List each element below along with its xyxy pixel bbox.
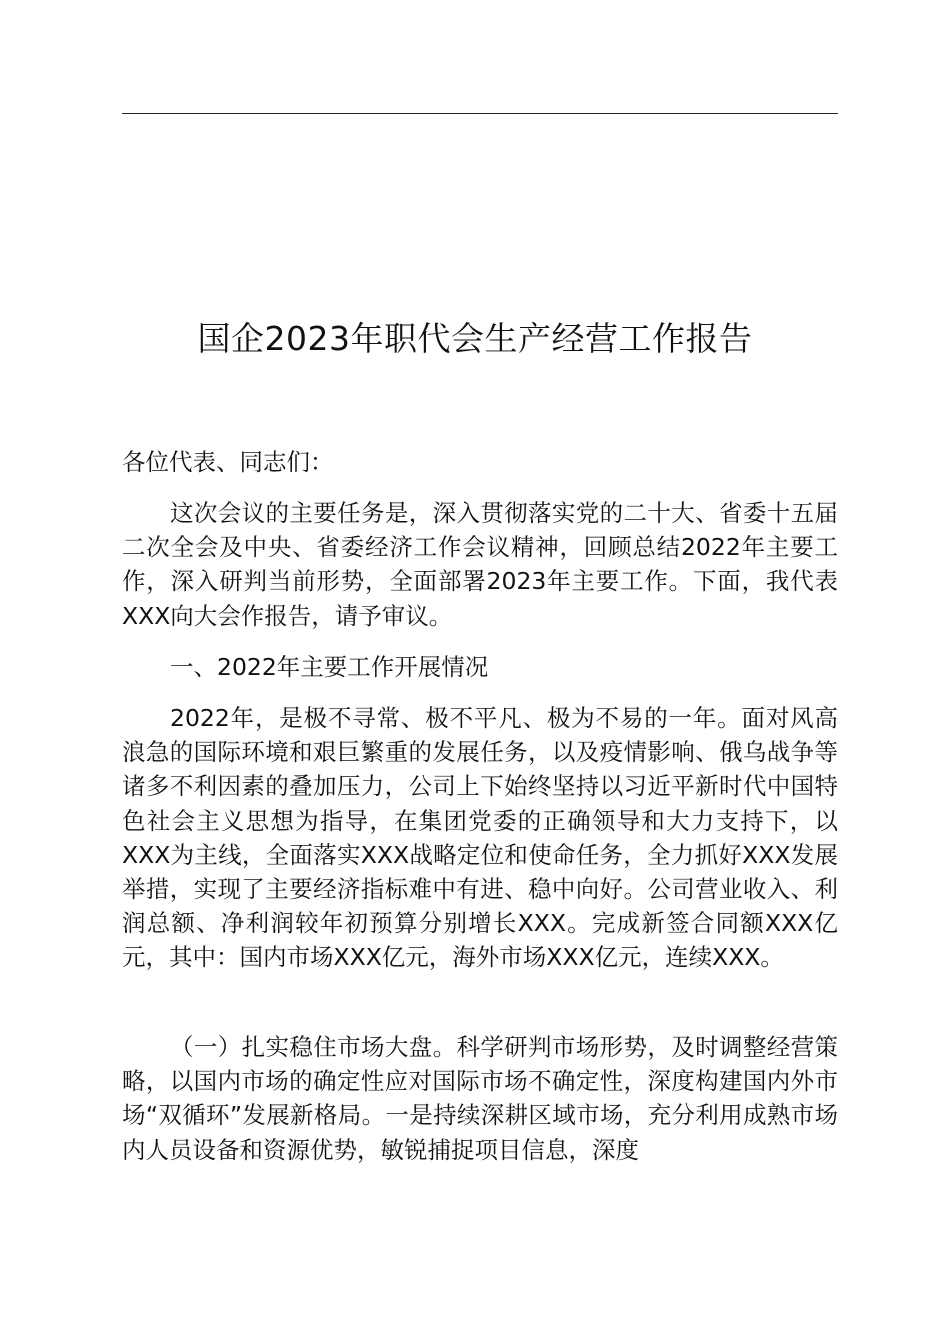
intro-paragraph: 这次会议的主要任务是，深入贯彻落实党的二十大、省委十五届二次全会及中央、省委经济工作会议精神，回顾总结2022年主要工作，深入研判当前形势，全面部署2023年主要工作。下面，我代表XXX向大会作报告，请予审议。 xyxy=(122,499,838,630)
section-body-paragraph: 2022年，是极不寻常、极不平凡、极为不易的一年。面对风高浪急的国际环境和艰巨繁重的发展任务，以及疫情影响、俄乌战争等诸多不利因素的叠加压力，公司上下始终坚持以习近平新时代中国特色社会主义思想为指导，在集团党委的正确领导和大力支持下，以XXX为主线，全面落实XXX战略定位和使命任务，全力抓好XXX发展举措，实现了主要经济指标难中有进、稳中向好。公司营业收入、利润总额、净利润较年初预算分别增长XXX。完成新签合同额XXX亿元，其中：国内市场XXX亿元，海外市场XXX亿元，连续XXX。 xyxy=(122,704,838,972)
section-heading: 一、2022年主要工作开展情况 xyxy=(170,653,489,681)
header-rule xyxy=(122,113,838,114)
subsection-paragraph: （一）扎实稳住市场大盘。科学研判市场形势，及时调整经营策略，以国内市场的确定性应对国际市场不确定性，深度构建国内外市场“双循环”发展新格局。一是持续深耕区域市场，充分利用成熟市场内人员设备和资源优势，敏锐捕捉项目信息，深度 xyxy=(122,1033,838,1164)
salutation: 各位代表、同志们： xyxy=(122,448,334,476)
document-title: 国企2023年职代会生产经营工作报告 xyxy=(197,319,753,358)
